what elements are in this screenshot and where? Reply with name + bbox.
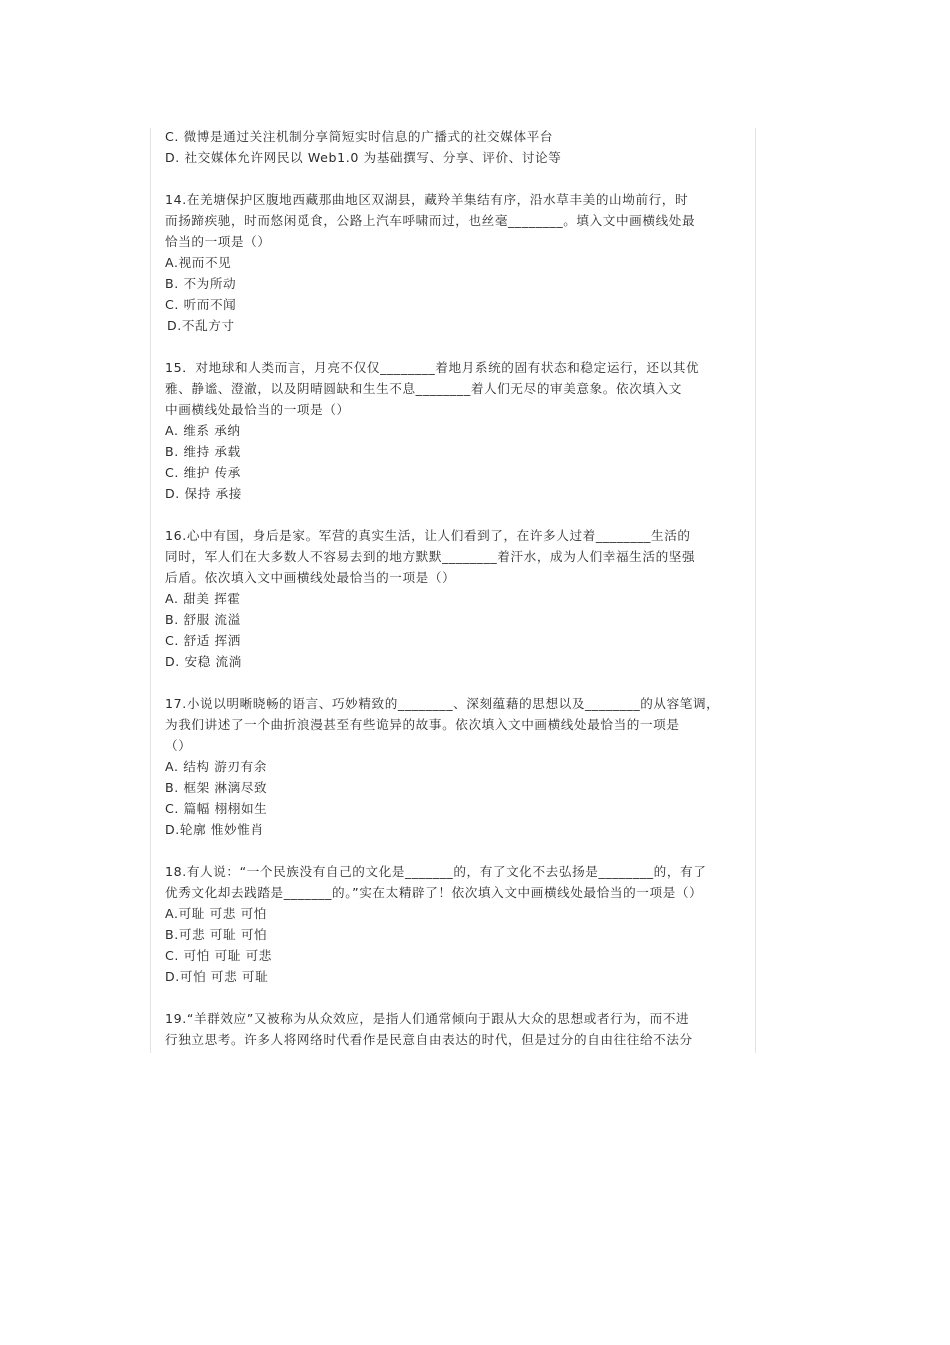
stem-line: 19.“羊群效应”又被称为从众效应，是指人们通常倾向于跟从大众的思想或者行为，而不进 (165, 1011, 690, 1026)
question-stem (165, 357, 735, 420)
question-16 (165, 525, 735, 672)
option-c: C. 听而不闻 (165, 297, 237, 312)
option-line: C. 微博是通过关注机制分享简短实时信息的广播式的社交媒体平台 (165, 129, 554, 144)
option-b: B. 维持 承载 (165, 444, 241, 459)
option-a: A.可耻 可悲 可怕 (165, 906, 267, 921)
stem-line: 后盾。依次填入文中画横线处最恰当的一项是（） (165, 570, 456, 585)
option-d: D.不乱方寸 (167, 318, 235, 333)
stem-line: 雅、静谧、澄澈，以及阴晴圆缺和生生不息________着人们无尽的审美意象。依次填入文 (165, 381, 682, 396)
option-b: B. 框架 淋漓尽致 (165, 780, 268, 795)
stem-line: 优秀文化却去践踏是_______的。”实在太精辟了！依次填入文中画横线处最恰当的一项是（） (165, 885, 703, 900)
question-stem (165, 189, 735, 252)
option-c: C. 篇幅 栩栩如生 (165, 801, 268, 816)
stem-line: 18.有人说：“一个民族没有自己的文化是_______的，有了文化不去弘扬是________的，有了 (165, 864, 707, 879)
question-stem (165, 1008, 735, 1050)
question-stem (165, 525, 735, 588)
question-18 (165, 861, 735, 987)
question-19 (165, 1008, 735, 1050)
question-14 (165, 189, 735, 336)
stem-line: 而扬蹄疾驰，时而悠闲觅食，公路上汽车呼啸而过，也丝毫________。填入文中画横线处最 (165, 213, 696, 228)
question-17 (165, 693, 735, 840)
option-a: A. 维系 承纳 (165, 423, 241, 438)
previous-question-options (165, 126, 735, 168)
option-d: D. 保持 承接 (165, 486, 242, 501)
stem-line: 16.心中有国，身后是家。军营的真实生活，让人们看到了，在许多人过着________生活的 (165, 528, 691, 543)
option-c: C. 可怕 可耻 可悲 (165, 948, 272, 963)
option-b: B. 不为所动 (165, 276, 237, 291)
stem-line: 15．对地球和人类而言，月亮不仅仅________着地月系统的固有状态和稳定运行，还以其优 (165, 360, 700, 375)
option-b: B.可悲 可耻 可怕 (165, 927, 268, 942)
option-d: D.可怕 可悲 可耻 (165, 969, 269, 984)
option-c: C. 维护 传承 (165, 465, 241, 480)
document-content (165, 126, 735, 1050)
question-stem (165, 693, 735, 756)
option-line: D. 社交媒体允许网民以 Web1.0 为基础撰写、分享、评价、讨论等 (165, 150, 562, 165)
stem-line: 为我们讲述了一个曲折浪漫甚至有些诡异的故事。依次填入文中画横线处最恰当的一项是 (165, 717, 680, 732)
option-a: A. 结构 游刃有余 (165, 759, 267, 774)
option-c: C. 舒适 挥洒 (165, 633, 241, 648)
stem-line: 行独立思考。许多人将网络时代看作是民意自由表达的时代，但是过分的自由往往给不法分 (165, 1032, 693, 1047)
question-stem (165, 861, 735, 903)
option-d: D.轮廓 惟妙惟肖 (165, 822, 264, 837)
stem-line: 17.小说以明晰晓畅的语言、巧妙精致的________、深刻蕴藉的思想以及________的从容笔调， (165, 696, 720, 711)
stem-line: 同时，军人们在大多数人不容易去到的地方默默________着汗水，成为人们幸福生活的坚强 (165, 549, 696, 564)
option-a: A.视而不见 (165, 255, 232, 270)
option-d: D. 安稳 流淌 (165, 654, 242, 669)
option-b: B. 舒服 流溢 (165, 612, 241, 627)
stem-line: 恰当的一项是（） (165, 234, 271, 249)
stem-line: （） (165, 738, 192, 753)
question-15 (165, 357, 735, 504)
stem-line: 14.在羌塘保护区腹地西藏那曲地区双湖县，藏羚羊集结有序，沿水草丰美的山坳前行，时 (165, 192, 689, 207)
option-a: A. 甜美 挥霍 (165, 591, 241, 606)
stem-line: 中画横线处最恰当的一项是（） (165, 402, 350, 417)
